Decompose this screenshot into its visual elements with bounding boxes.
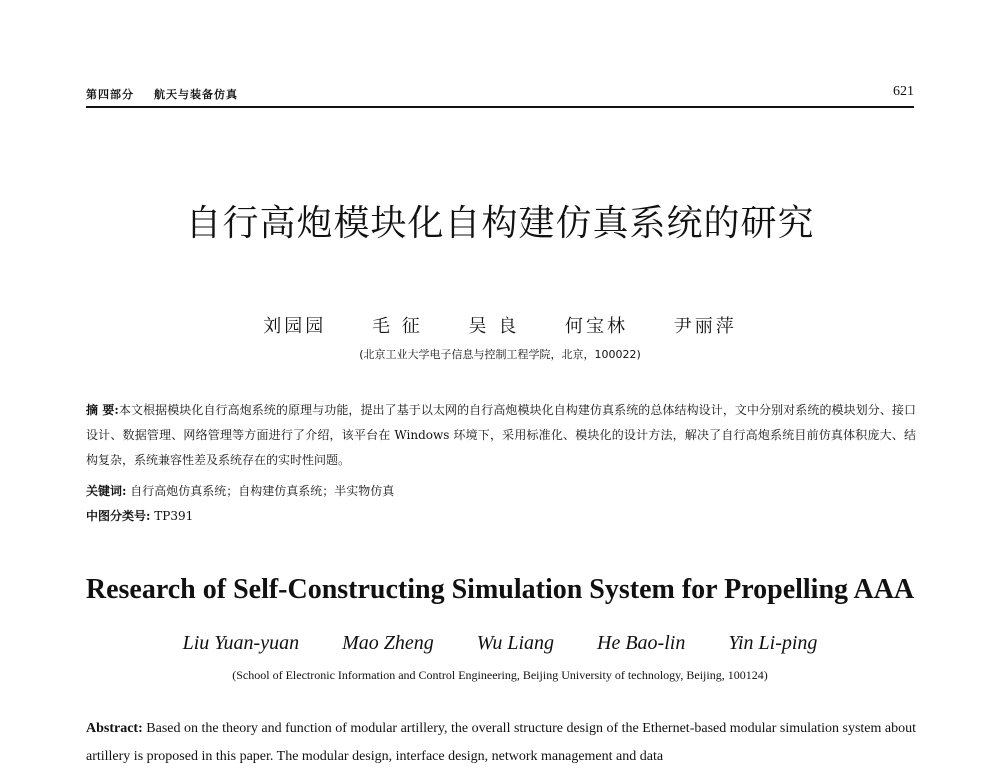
affiliation-english: (School of Electronic Information and Control Engineering, Beijing University of technology, Beijing, 100124) <box>232 668 768 682</box>
running-header-part: 第四部分 <box>86 88 134 101</box>
author-zh: 吴 良 <box>468 316 520 337</box>
author-en: Yin Li-ping <box>728 632 818 654</box>
author-zh: 毛 征 <box>372 316 423 337</box>
affiliation-chinese: (北京工业大学电子信息与控制工程学院，北京，100022) <box>359 348 641 361</box>
abstract-en-label: Abstract: <box>86 721 143 736</box>
keywords-text: 自行高炮仿真系统；自构建仿真系统；半实物仿真 <box>130 484 395 498</box>
authors-english <box>0 632 1000 655</box>
author-en: Liu Yuan-yuan <box>182 632 300 654</box>
author-zh: 尹丽萍 <box>673 316 737 337</box>
authors-chinese <box>0 312 1000 338</box>
running-header-section: 航天与装备仿真 <box>154 88 238 101</box>
author-en: He Bao-lin <box>597 632 686 654</box>
clc-number <box>86 504 916 529</box>
author-zh: 何宝林 <box>564 316 628 337</box>
abstract-zh-text: 本文根据模块化自行高炮系统的原理与功能，提出了基于以太网的自行高炮模块化自构建仿真系统的总体结构设计，文中分别对系统的模块划分、接口设计、数据管理、网络管理等方面进行了介绍，该平台在 Windows 环境下，采用标准化、模块化的设计方法，解决了自行高炮系统目前仿真体积庞大、结构复杂，系统兼容性差及系统存在的实时性问题。 <box>86 403 916 467</box>
keywords-chinese <box>86 479 916 504</box>
clc-text: TP391 <box>154 509 194 523</box>
abstract-zh-label: 摘 要: <box>86 403 119 417</box>
clc-label: 中图分类号: <box>86 509 151 523</box>
abstract-english <box>86 715 916 771</box>
abstract-chinese <box>86 398 916 473</box>
author-en: Wu Liang <box>476 632 555 654</box>
title-chinese: 自行高炮模块化自构建仿真系统的研究 <box>185 203 815 244</box>
keywords-label: 关键词: <box>86 484 127 498</box>
title-english: Research of Self-Constructing Simulation System for Propelling AAA <box>85 574 915 605</box>
author-en: Mao Zheng <box>342 632 434 654</box>
header-rule <box>86 106 914 108</box>
page-number: 621 <box>893 84 914 99</box>
abstract-en-text: Based on the theory and function of modular artillery, the overall structure design of the Ethernet-based modular simulation system about artillery is proposed in this paper. The modular design, interface design, network management and data <box>86 721 916 764</box>
running-header <box>86 84 914 104</box>
author-zh: 刘园园 <box>263 316 327 337</box>
